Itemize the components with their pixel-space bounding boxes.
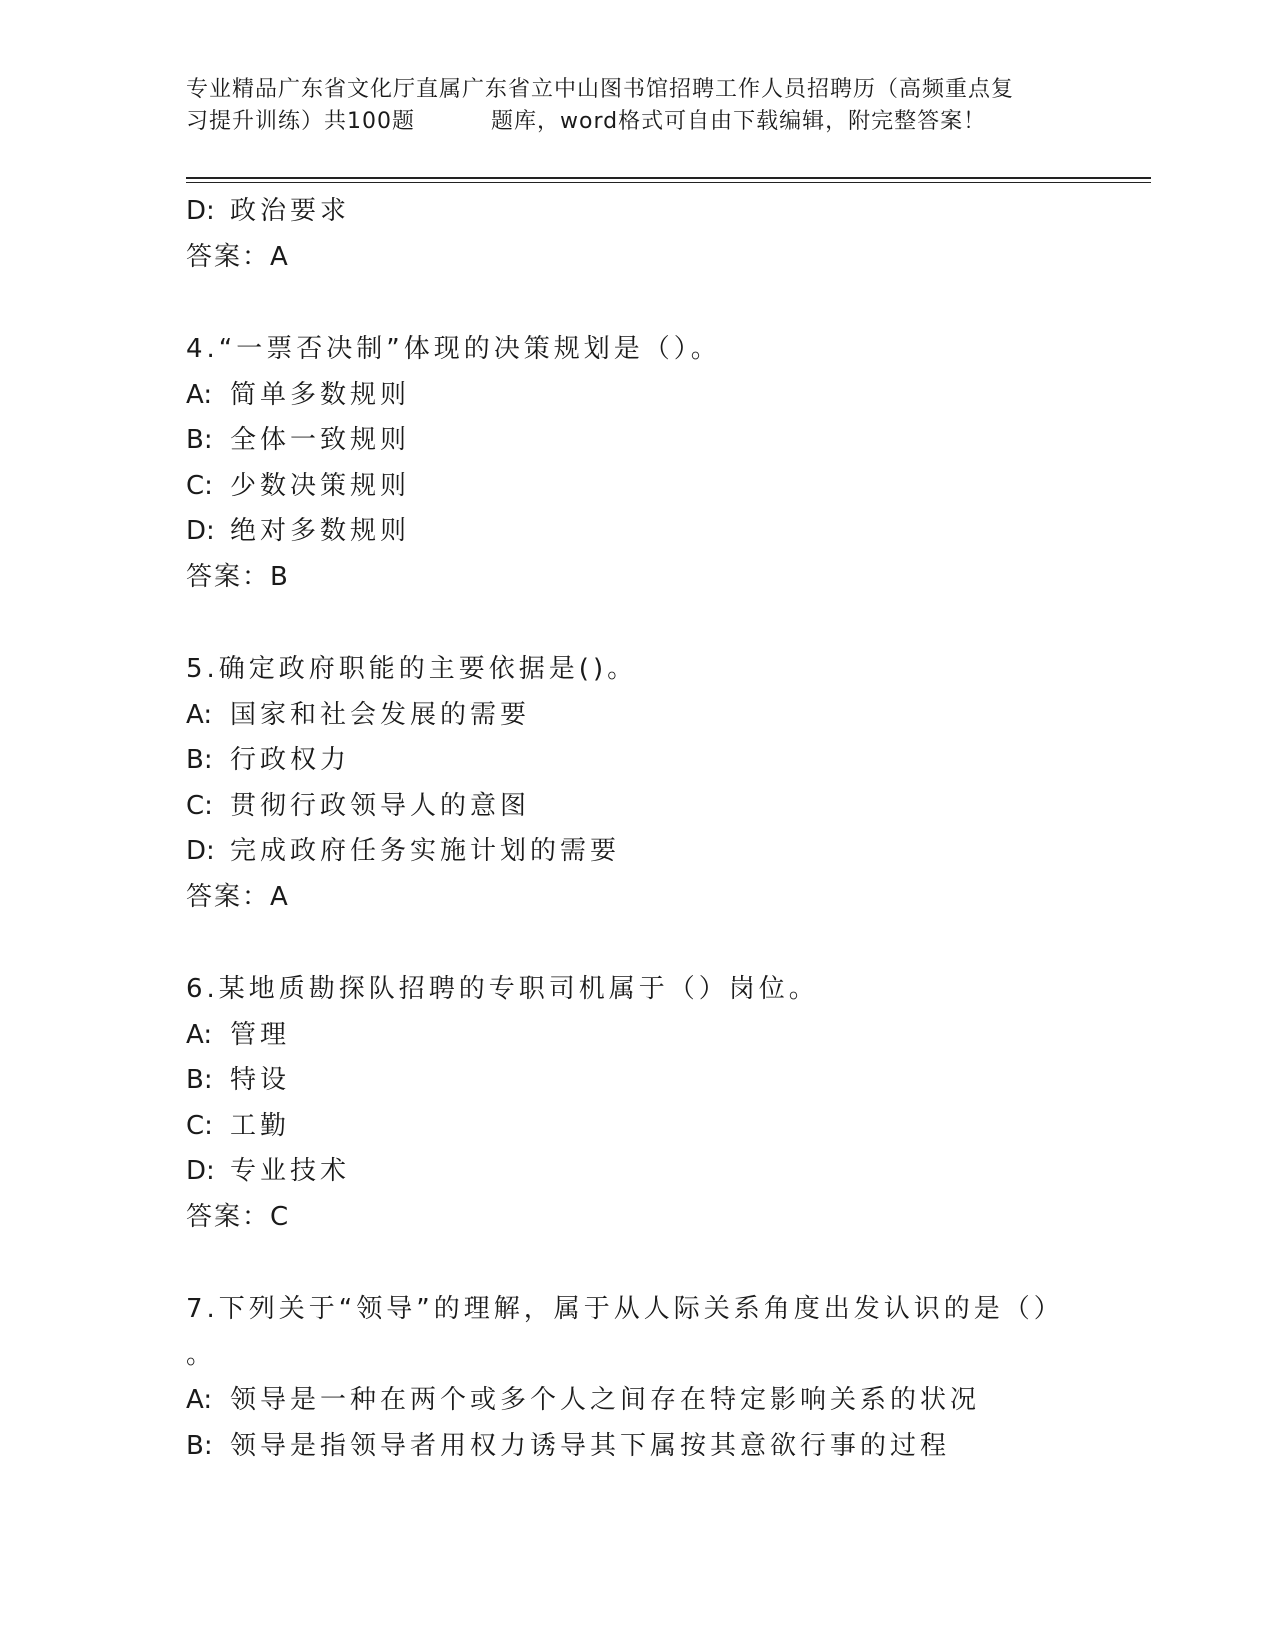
page-header xyxy=(186,74,1086,138)
option-text: 领导是一种在两个或多个人之间存在特定影响关系的状况 xyxy=(230,1385,981,1415)
answer-line: 答案：C xyxy=(186,1201,291,1232)
header-rule-thick xyxy=(186,177,1151,179)
question-stem: 4.“一票否决制”体现的决策规划是（）。 xyxy=(186,334,721,364)
option-label: A: xyxy=(186,1385,213,1415)
option-label: D: xyxy=(186,836,215,866)
header-rule-thin xyxy=(186,182,1151,183)
question-stem: 7.下列关于“领导”的理解，属于从人际关系角度出发认识的是（） xyxy=(186,1294,1064,1324)
option-label: A: xyxy=(186,379,213,410)
option-text: 工勤 xyxy=(230,1110,291,1141)
option-text: 绝对多数规则 xyxy=(230,516,411,546)
option-label: B: xyxy=(186,1065,213,1095)
option-row xyxy=(186,373,1151,419)
option-row xyxy=(186,829,1151,875)
option-text: 管理 xyxy=(230,1019,291,1050)
option-row xyxy=(186,1013,1151,1059)
option-row xyxy=(186,464,1151,510)
option-row xyxy=(186,1149,1151,1195)
option-row xyxy=(186,1058,1151,1104)
option-row xyxy=(186,1378,1151,1424)
header-line-2 xyxy=(186,106,1086,138)
question-list xyxy=(186,189,1151,1469)
header-line-2-part-1: 习提升训练）共100题 xyxy=(186,109,415,134)
option-text: 特设 xyxy=(230,1065,291,1095)
option-label: B: xyxy=(186,745,213,775)
option-row xyxy=(186,418,1151,464)
answer-line: 答案：A xyxy=(186,241,290,272)
option-text: 全体一致规则 xyxy=(230,425,411,455)
option-text: 专业技术 xyxy=(230,1156,351,1186)
option-text: 贯彻行政领导人的意图 xyxy=(230,790,531,821)
option-label: A: xyxy=(186,1019,213,1050)
option-row xyxy=(186,189,1151,235)
option-text: 政治要求 xyxy=(230,196,351,226)
option-label: D: xyxy=(186,1156,215,1186)
question-stem: 6.某地质勘探队招聘的专职司机属于（）岗位。 xyxy=(186,974,819,1004)
option-text: 行政权力 xyxy=(230,745,351,775)
option-text: 完成政府任务实施计划的需要 xyxy=(230,836,621,866)
option-row xyxy=(186,1104,1151,1150)
header-line-2-part-2: 题库，word格式可自由下载编辑，附完整答案！ xyxy=(491,109,987,134)
question-stem: 5.确定政府职能的主要依据是()。 xyxy=(186,654,638,684)
option-row xyxy=(186,784,1151,830)
option-label: D: xyxy=(186,196,215,226)
option-label: D: xyxy=(186,516,215,546)
answer-line: 答案：B xyxy=(186,561,290,592)
option-label: C: xyxy=(186,790,213,821)
question-stem-continuation: 。 xyxy=(186,1339,217,1370)
option-text: 少数决策规则 xyxy=(230,470,411,501)
option-row xyxy=(186,1424,1151,1470)
option-label: A: xyxy=(186,699,213,730)
option-text: 国家和社会发展的需要 xyxy=(230,699,531,730)
option-row xyxy=(186,738,1151,784)
option-label: B: xyxy=(186,1430,213,1461)
option-label: B: xyxy=(186,425,213,455)
option-text: 领导是指领导者用权力诱导其下属按其意欲行事的过程 xyxy=(230,1430,951,1461)
option-label: C: xyxy=(186,470,213,501)
header-line-1: 专业精品广东省文化厅直属广东省立中山图书馆招聘工作人员招聘历（高频重点复 xyxy=(186,77,1015,102)
option-row xyxy=(186,693,1151,739)
option-label: C: xyxy=(186,1110,213,1141)
answer-line: 答案：A xyxy=(186,881,290,912)
option-row xyxy=(186,509,1151,555)
option-text: 简单多数规则 xyxy=(230,379,411,410)
